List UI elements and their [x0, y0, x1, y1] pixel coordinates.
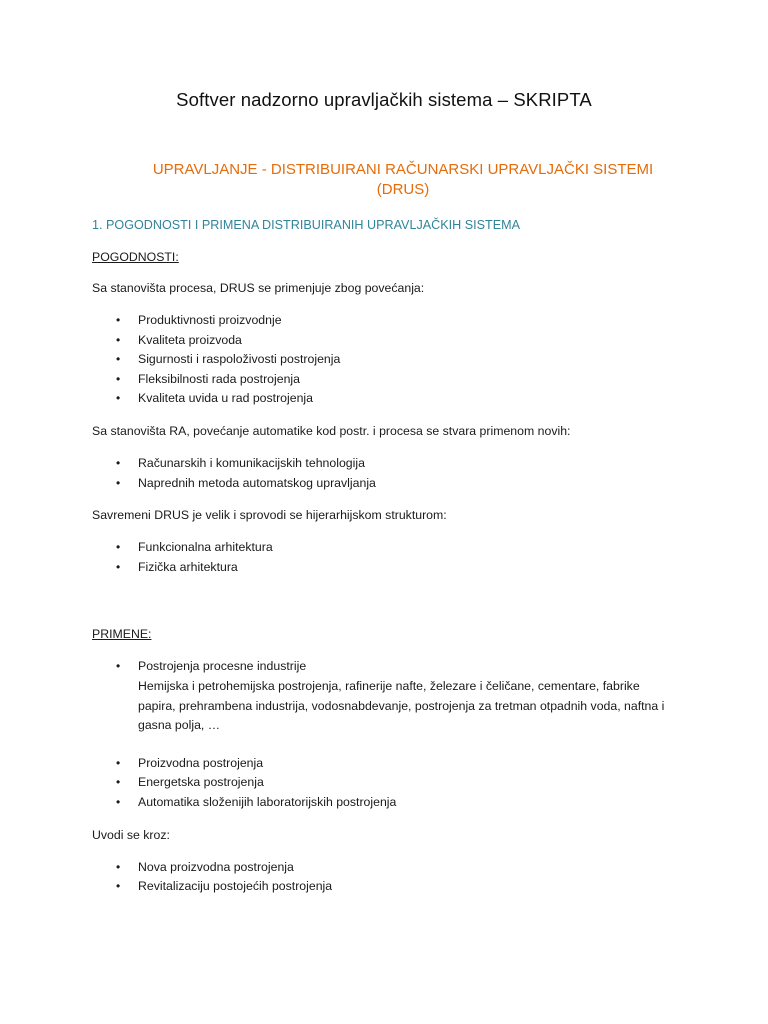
list-item-text: Revitalizaciju postojećih postrojenja [138, 879, 333, 894]
list-item [116, 793, 676, 813]
list-item-text: Naprednih metoda automatskog upravljanja [138, 475, 376, 490]
structure-list [92, 538, 676, 577]
primene-label: PRIMENE: [92, 627, 152, 642]
list-item-text: Postrojenja procesne industrije [138, 659, 307, 674]
document-title: Softver nadzorno upravljačkih sistema – SKRIPTA [176, 89, 592, 110]
list-item-text: Automatika složenijih laboratorijskih postrojenja [138, 794, 397, 809]
sub-heading: 1. POGODNOSTI I PRIMENA DISTRIBUIRANIH UPRAVLJAČKIH SISTEMA [92, 218, 521, 232]
bullet-icon: • [116, 455, 121, 470]
primene-list [92, 657, 676, 812]
bullet-icon: • [116, 659, 121, 674]
list-item-text: Proizvodna postrojenja [138, 755, 264, 770]
bullet-icon: • [116, 755, 121, 770]
list-item [116, 538, 676, 558]
list-item [116, 350, 676, 370]
list-item [116, 331, 676, 351]
ra-list [92, 454, 676, 493]
list-item-text: Sigurnosti i raspoloživosti postrojenja [138, 352, 341, 367]
bullet-icon: • [116, 775, 121, 790]
list-item-text: Kvaliteta uvida u rad postrojenja [138, 391, 313, 406]
bullet-icon: • [116, 794, 121, 809]
bullet-icon: • [116, 352, 121, 367]
list-item [116, 754, 676, 774]
list-item [116, 773, 676, 793]
list-item [116, 877, 676, 897]
bullet-icon: • [116, 332, 121, 347]
list-item [116, 311, 676, 331]
list-item-text: Energetska postrojenja [138, 775, 264, 790]
list-item-text: Kvaliteta proizvoda [138, 332, 242, 347]
list-item [116, 370, 676, 390]
list-item [116, 558, 676, 578]
list-item-text: Funkcionalna arhitektura [138, 540, 273, 555]
bullet-icon: • [116, 879, 121, 894]
process-list [92, 311, 676, 409]
list-item-text: Produktivnosti proizvodnje [138, 313, 282, 327]
ra-intro: Sa stanovišta RA, povećanje automatike kod postr. i procesa se stvara primenom novih: [92, 423, 571, 438]
uvodi-list [92, 858, 676, 897]
list-item-text: Računarskih i komunikacijskih tehnologija [138, 455, 365, 470]
bullet-icon: • [116, 371, 121, 386]
structure-intro: Savremeni DRUS je velik i sprovodi se hijerarhijskom strukturom: [92, 508, 447, 523]
process-intro: Sa stanovišta procesa, DRUS se primenjuje zbog povećanja: [92, 281, 425, 295]
spacer [92, 577, 676, 611]
bullet-icon: • [116, 559, 121, 574]
list-item-detail: Hemijska i petrohemijska postrojenja, rafinerije nafte, železare i čeličane, cementare, fabrike papira, prehrambena industrija, vodosnabdevanje, postrojenja za tretman otpadnih voda, naftna i gasna polja, … [138, 678, 665, 733]
list-item [116, 454, 676, 474]
bullet-icon: • [116, 391, 121, 406]
pogodnosti-label: POGODNOSTI: [92, 250, 179, 264]
list-item [116, 389, 676, 409]
list-item-text: Fizička arhitektura [138, 559, 238, 574]
list-item-text: Fleksibilnosti rada postrojenja [138, 371, 300, 386]
bullet-icon: • [116, 313, 121, 327]
bullet-icon: • [116, 859, 121, 874]
list-item [116, 858, 676, 878]
list-item [116, 474, 676, 494]
section-heading: UPRAVLJANJE - DISTRIBUIRANI RAČUNARSKI UPRAVLJAČKI SISTEMI (DRUS) [152, 161, 654, 198]
bullet-icon: • [116, 540, 121, 555]
list-item-text: Nova proizvodna postrojenja [138, 859, 294, 874]
bullet-icon: • [116, 475, 121, 490]
list-item [116, 657, 676, 753]
uvodi-intro: Uvodi se kroz: [92, 827, 170, 842]
